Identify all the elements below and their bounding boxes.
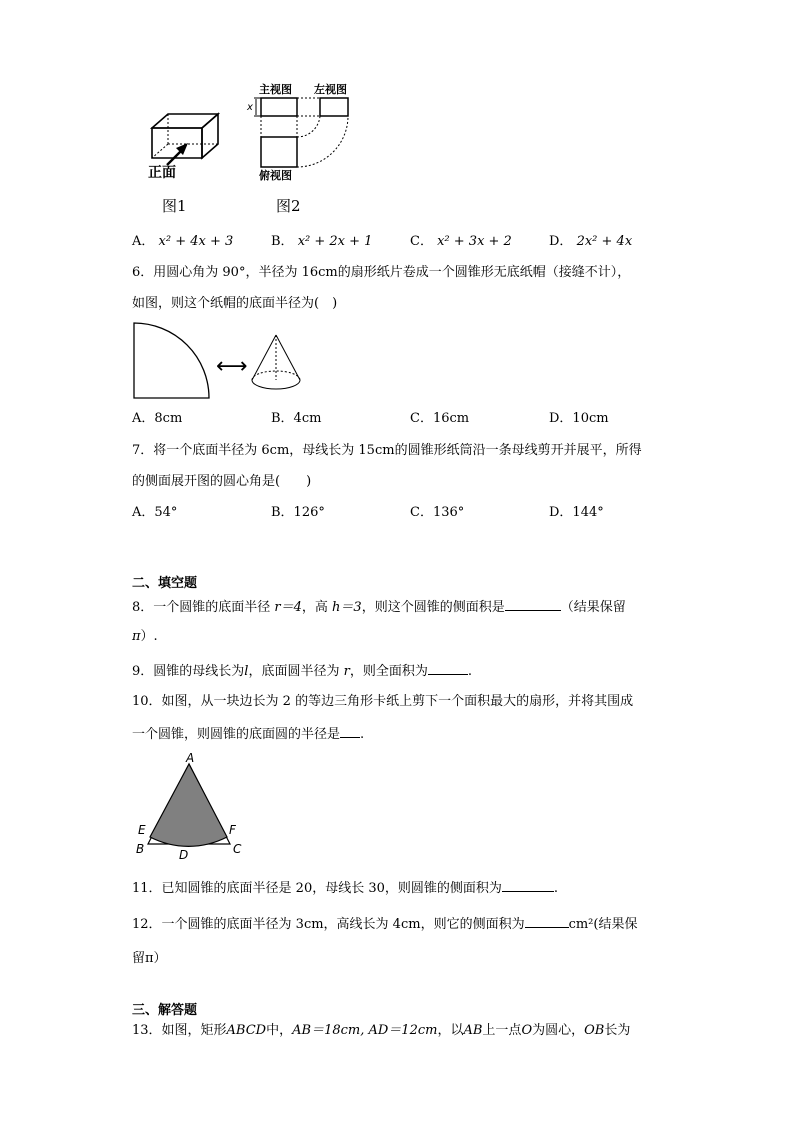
q12-line2: 留π） xyxy=(132,951,167,966)
q7-option-d: D．144° xyxy=(549,505,604,520)
q11-line: 11．已知圆锥的底面半径是 20，母线长 30，则圆锥的侧面积为 . xyxy=(132,877,558,899)
q8-line1: 8．一个圆锥的底面半径 r＝4，高 h＝3，则这个圆锥的侧面积是 （结果保留 xyxy=(132,596,626,618)
q12-line1: 12．一个圆锥的底面半径为 3cm，高线长为 4cm，则它的侧面积为 cm²(结果保 xyxy=(132,913,637,935)
q6-option-c: C．16cm xyxy=(410,411,470,426)
cone-shape xyxy=(252,335,300,389)
section-2-heading: 二、填空题 xyxy=(132,576,198,591)
q7-option-a: A．54° xyxy=(132,505,178,520)
q13-line1: 13．如图，矩形ABCD中，AB＝18cm, AD＝12cm，以AB上一点O为圆心，OB长为 xyxy=(132,1023,631,1038)
label-c: C xyxy=(233,842,242,856)
q5-option-a: A． x² + 4x + 3 xyxy=(132,234,234,249)
q6-option-b: B．4cm xyxy=(271,411,322,426)
label-b: B xyxy=(136,842,145,856)
q6-line2: 如图，则这个纸帽的底面半径为( ) xyxy=(132,296,338,311)
q8-answer-blank[interactable] xyxy=(505,596,561,611)
fig2-caption: 图2 xyxy=(276,197,301,215)
sector-shape xyxy=(134,323,209,398)
q5-option-d: D． 2x² + 4x xyxy=(549,234,633,249)
front-arrow xyxy=(167,143,188,165)
fig1-caption: 图1 xyxy=(162,197,187,215)
main-view-label: 主视图 xyxy=(259,83,292,96)
section-3-heading: 三、解答题 xyxy=(132,1003,198,1018)
q6-line1: 6．用圆心角为 90°，半径为 16cm的扇形纸片卷成一个圆锥形无底纸帽（接缝不计）， xyxy=(132,265,631,280)
front-label: 正面 xyxy=(148,165,176,181)
q10-figure xyxy=(132,752,252,864)
double-arrow: ⟷ xyxy=(216,354,248,379)
label-d: D xyxy=(179,848,189,862)
q10-answer-blank[interactable] xyxy=(340,723,360,738)
q11-answer-blank[interactable] xyxy=(502,877,554,892)
q6-option-a: A．8cm xyxy=(132,411,183,426)
label-e: E xyxy=(138,823,146,837)
q10-line1: 10．如图，从一块边长为 2 的等边三角形卡纸上剪下一个面积最大的扇形，并将其围成 xyxy=(132,694,634,709)
q7-option-c: C．136° xyxy=(410,505,465,520)
label-a: A xyxy=(186,752,195,765)
left-view-label: 左视图 xyxy=(314,83,347,96)
cuboid-drawing xyxy=(152,114,218,158)
q12-answer-blank[interactable] xyxy=(525,913,569,928)
dim-x-label: x xyxy=(247,102,253,113)
q6-option-d: D．10cm xyxy=(549,411,609,426)
shaded-sector xyxy=(150,764,227,846)
q5-option-b: B． x² + 2x + 1 xyxy=(271,234,373,249)
q7-line1: 7．将一个底面半径为 6cm，母线长为 15cm的圆锥形纸筒沿一条母线剪开并展平，所得 xyxy=(132,443,642,458)
q6-figure xyxy=(128,318,318,402)
top-view-label: 俯视图 xyxy=(259,169,292,182)
q7-line2: 的侧面展开图的圆心角是( ) xyxy=(132,474,312,489)
q8-line2: π）. xyxy=(132,629,158,644)
q10-line2: 一个圆锥，则圆锥的底面圆的半径是 . xyxy=(132,723,364,745)
q7-option-b: B．126° xyxy=(271,505,325,520)
q9-answer-blank[interactable] xyxy=(428,660,468,675)
three-views-drawing xyxy=(254,98,348,167)
label-f: F xyxy=(229,823,236,837)
q5-option-c: C． x² + 3x + 2 xyxy=(410,234,512,249)
q9-line: 9．圆锥的母线长为l，底面圆半径为 r，则全面积为 . xyxy=(132,660,472,682)
